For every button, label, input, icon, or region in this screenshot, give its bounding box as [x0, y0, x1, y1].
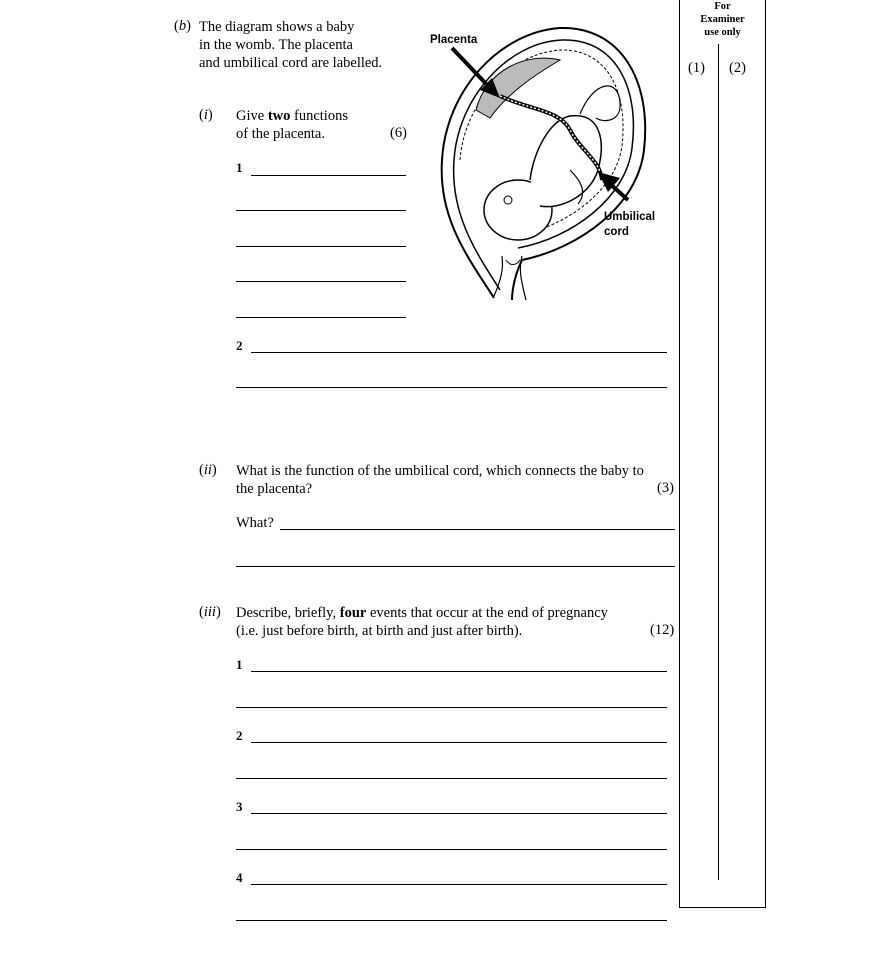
q-iii-item-1-number: 1 [236, 657, 243, 672]
answer-line[interactable] [236, 246, 406, 247]
q-iii-text [236, 604, 608, 640]
q-ii-prompt: What? [236, 515, 274, 531]
q-i-label: (i) [199, 107, 213, 123]
answer-line[interactable] [251, 813, 667, 814]
part-b-intro [199, 18, 382, 72]
q-i-line-1-bold: two [267, 108, 291, 124]
q-i-line-1-pre: Give [236, 108, 268, 124]
answer-line[interactable] [236, 707, 667, 708]
q-iii-line-1-post: events that occur at the end of pregnancy [366, 605, 608, 621]
q-i-item-1-number: 1 [236, 160, 243, 175]
q-iii-line-1 [236, 604, 608, 622]
answer-line[interactable] [251, 884, 667, 885]
q-ii-numeral: ii [203, 462, 212, 478]
examiner-column-divider [718, 44, 719, 880]
q-iii-item-2-number: 2 [236, 728, 243, 743]
answer-line[interactable] [236, 849, 667, 850]
answer-line[interactable] [251, 742, 667, 743]
part-b-label: (b) [174, 18, 191, 34]
examiner-col-2-label: (2) [729, 60, 746, 76]
part-b-letter: b [178, 18, 187, 34]
answer-line[interactable] [236, 281, 406, 282]
examiner-line-1: For [714, 1, 731, 12]
answer-line[interactable] [236, 317, 406, 318]
examiner-line-2: Examiner [700, 14, 745, 25]
intro-line-1: The diagram shows a baby [199, 19, 355, 35]
umbilical-cord-label [604, 210, 655, 240]
examiner-line-3: use only [704, 27, 741, 38]
q-i-marks: (6) [390, 125, 407, 141]
umbilical-label-line-2: cord [604, 226, 629, 238]
q-i-text [236, 107, 348, 143]
q-iii-line-2: (i.e. just before birth, at birth and just after birth). [236, 623, 523, 639]
examiner-col-1-label: (1) [688, 60, 705, 76]
q-iii-item-3-number: 3 [236, 799, 243, 814]
q-i-line-2: of the placenta. [236, 126, 325, 142]
q-iii-numeral: iii [203, 604, 216, 620]
examiner-box [679, 0, 766, 908]
umbilical-label-line-1: Umbilical [604, 211, 656, 223]
placenta-label: Placenta [430, 34, 478, 46]
q-i-line-1-post: functions [290, 108, 348, 124]
q-i-line-1 [236, 107, 348, 125]
q-iii-label: (iii) [199, 604, 221, 620]
answer-line[interactable] [251, 352, 667, 353]
q-i-item-2-number: 2 [236, 338, 243, 353]
answer-line[interactable] [236, 920, 667, 921]
answer-line[interactable] [280, 529, 675, 530]
q-iii-item-4-number: 4 [236, 870, 243, 885]
answer-line[interactable] [236, 566, 675, 567]
q-ii-marks: (3) [657, 480, 674, 496]
answer-line[interactable] [251, 671, 667, 672]
answer-line[interactable] [236, 387, 667, 388]
q-iii-line-1-pre: Describe, briefly, [236, 605, 340, 621]
q-ii-text [236, 462, 644, 498]
answer-line[interactable] [251, 175, 406, 176]
intro-line-3: and umbilical cord are labelled. [199, 55, 383, 71]
q-ii-line-1: What is the function of the umbilical cord, which connects the baby to [236, 463, 644, 479]
womb-diagram [430, 20, 670, 305]
examiner-header [679, 0, 766, 39]
q-iii-line-1-bold: four [339, 605, 367, 621]
q-ii-line-2: the placenta? [236, 481, 313, 497]
q-i-numeral: i [203, 107, 208, 123]
intro-line-2: in the womb. The placenta [199, 37, 353, 53]
answer-line[interactable] [236, 778, 667, 779]
q-ii-label: (ii) [199, 462, 217, 478]
answer-line[interactable] [236, 210, 406, 211]
q-iii-marks: (12) [650, 622, 675, 638]
